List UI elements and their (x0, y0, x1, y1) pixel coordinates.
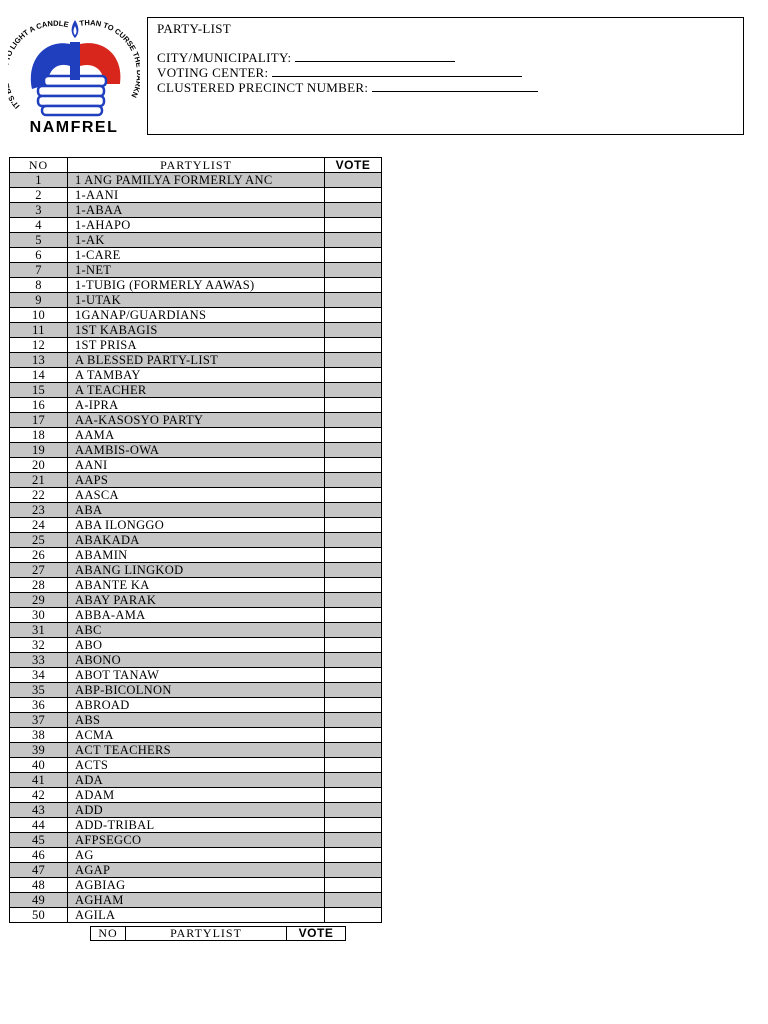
row-vote-cell[interactable] (325, 338, 382, 353)
table-row (10, 533, 382, 548)
row-number: 12 (10, 338, 68, 353)
row-vote-cell[interactable] (325, 233, 382, 248)
table-row (10, 548, 382, 563)
row-partylist-name: ACT TEACHERS (68, 743, 325, 758)
table-row (10, 188, 382, 203)
table-row (10, 473, 382, 488)
row-vote-cell[interactable] (325, 188, 382, 203)
table-header-row (10, 158, 382, 173)
row-partylist-name: ABC (68, 623, 325, 638)
row-partylist-name: 1-AHAPO (68, 218, 325, 233)
row-partylist-name: ABANTE KA (68, 578, 325, 593)
row-partylist-name: ABOT TANAW (68, 668, 325, 683)
row-number: 45 (10, 833, 68, 848)
row-number: 40 (10, 758, 68, 773)
table-row (10, 788, 382, 803)
row-number: 31 (10, 623, 68, 638)
row-vote-cell[interactable] (325, 533, 382, 548)
row-number: 4 (10, 218, 68, 233)
row-vote-cell[interactable] (325, 818, 382, 833)
row-partylist-name: ABONO (68, 653, 325, 668)
footer-header (90, 926, 346, 941)
table-row (10, 848, 382, 863)
table-row (10, 698, 382, 713)
row-partylist-name: 1-TUBIG (FORMERLY AAWAS) (68, 278, 325, 293)
row-number: 47 (10, 863, 68, 878)
row-number: 26 (10, 548, 68, 563)
row-vote-cell[interactable] (325, 323, 382, 338)
table-row (10, 323, 382, 338)
row-partylist-name: ABP-BICOLNON (68, 683, 325, 698)
row-vote-cell[interactable] (325, 173, 382, 188)
row-vote-cell[interactable] (325, 608, 382, 623)
row-number: 5 (10, 233, 68, 248)
row-vote-cell[interactable] (325, 473, 382, 488)
table-row (10, 638, 382, 653)
footer-partylist: PARTYLIST (126, 927, 287, 941)
header-vote: VOTE (325, 158, 382, 173)
table-row (10, 518, 382, 533)
header-no: NO (10, 158, 68, 173)
row-partylist-name: A-IPRA (68, 398, 325, 413)
row-number: 15 (10, 383, 68, 398)
table-row (10, 173, 382, 188)
row-number: 50 (10, 908, 68, 923)
table-row (10, 248, 382, 263)
table-row (10, 443, 382, 458)
row-partylist-name: AAMA (68, 428, 325, 443)
row-vote-cell[interactable] (325, 548, 382, 563)
row-vote-cell[interactable] (325, 788, 382, 803)
logo-org-name: NAMFREL (29, 119, 119, 136)
table-row (10, 683, 382, 698)
table-row (10, 773, 382, 788)
row-number: 43 (10, 803, 68, 818)
row-partylist-name: AGILA (68, 908, 325, 923)
row-vote-cell[interactable] (325, 698, 382, 713)
row-number: 3 (10, 203, 68, 218)
row-vote-cell[interactable] (325, 278, 382, 293)
city-line (157, 50, 743, 65)
row-partylist-name: 1-CARE (68, 248, 325, 263)
row-vote-cell[interactable] (325, 593, 382, 608)
row-partylist-name: 1-UTAK (68, 293, 325, 308)
row-vote-cell[interactable] (325, 758, 382, 773)
row-partylist-name: ABROAD (68, 698, 325, 713)
form-title: PARTY-LIST (157, 21, 231, 36)
row-partylist-name: ADA (68, 773, 325, 788)
row-number: 41 (10, 773, 68, 788)
row-vote-cell[interactable] (325, 833, 382, 848)
table-row (10, 398, 382, 413)
row-number: 28 (10, 578, 68, 593)
row-partylist-name: ABA (68, 503, 325, 518)
table-row (10, 293, 382, 308)
row-vote-cell[interactable] (325, 458, 382, 473)
row-number: 22 (10, 488, 68, 503)
row-number: 21 (10, 473, 68, 488)
header-box (147, 17, 744, 135)
row-partylist-name: A TAMBAY (68, 368, 325, 383)
row-vote-cell[interactable] (325, 878, 382, 893)
row-partylist-name: ABBA-AMA (68, 608, 325, 623)
table-row (10, 833, 382, 848)
table-row (10, 413, 382, 428)
row-number: 32 (10, 638, 68, 653)
row-partylist-name: A TEACHER (68, 383, 325, 398)
table-row (10, 908, 382, 923)
table-row (10, 728, 382, 743)
precinct-blank[interactable] (372, 80, 538, 92)
row-partylist-name: AA-KASOSYO PARTY (68, 413, 325, 428)
row-vote-cell[interactable] (325, 218, 382, 233)
row-vote-cell[interactable] (325, 383, 382, 398)
row-number: 39 (10, 743, 68, 758)
header-partylist: PARTYLIST (68, 158, 325, 173)
row-partylist-name: ACTS (68, 758, 325, 773)
row-vote-cell[interactable] (325, 368, 382, 383)
row-partylist-name: 1GANAP/GUARDIANS (68, 308, 325, 323)
row-number: 13 (10, 353, 68, 368)
row-number: 11 (10, 323, 68, 338)
table-row (10, 653, 382, 668)
row-vote-cell[interactable] (325, 428, 382, 443)
row-partylist-name: 1-AANI (68, 188, 325, 203)
row-partylist-name: 1 ANG PAMILYA FORMERLY ANC (68, 173, 325, 188)
row-number: 7 (10, 263, 68, 278)
table-row (10, 743, 382, 758)
row-vote-cell[interactable] (325, 908, 382, 923)
table-row (10, 458, 382, 473)
table-row (10, 608, 382, 623)
table-row (10, 488, 382, 503)
row-number: 14 (10, 368, 68, 383)
row-vote-cell[interactable] (325, 203, 382, 218)
row-number: 35 (10, 683, 68, 698)
table-row (10, 218, 382, 233)
table-row (10, 563, 382, 578)
row-number: 23 (10, 503, 68, 518)
city-blank[interactable] (295, 50, 455, 62)
table-row (10, 338, 382, 353)
row-partylist-name: ABANG LINGKOD (68, 563, 325, 578)
row-vote-cell[interactable] (325, 263, 382, 278)
row-number: 30 (10, 608, 68, 623)
row-number: 2 (10, 188, 68, 203)
row-partylist-name: 1-ABAA (68, 203, 325, 218)
table-row (10, 383, 382, 398)
row-vote-cell[interactable] (325, 308, 382, 323)
row-partylist-name: ABAMIN (68, 548, 325, 563)
table-row (10, 803, 382, 818)
row-number: 38 (10, 728, 68, 743)
row-number: 37 (10, 713, 68, 728)
row-vote-cell[interactable] (325, 503, 382, 518)
row-number: 18 (10, 428, 68, 443)
logo-motto-right: THAN TO CURSE T N (78, 18, 140, 100)
city-label: CITY/MUNICIPALITY: (157, 50, 292, 65)
voting-center-line (157, 65, 743, 80)
row-vote-cell[interactable] (325, 293, 382, 308)
row-number: 42 (10, 788, 68, 803)
row-number: 49 (10, 893, 68, 908)
row-number: 48 (10, 878, 68, 893)
table-row (10, 308, 382, 323)
row-number: 19 (10, 443, 68, 458)
row-partylist-name: ADAM (68, 788, 325, 803)
row-vote-cell[interactable] (325, 398, 382, 413)
row-partylist-name: ABA ILONGGO (68, 518, 325, 533)
row-vote-cell[interactable] (325, 638, 382, 653)
row-partylist-name: AFPSEGCO (68, 833, 325, 848)
row-number: 29 (10, 593, 68, 608)
row-partylist-name: AANI (68, 458, 325, 473)
row-vote-cell[interactable] (325, 728, 382, 743)
row-number: 16 (10, 398, 68, 413)
row-partylist-name: ABAY PARAK (68, 593, 325, 608)
row-partylist-name: AGAP (68, 863, 325, 878)
row-number: 33 (10, 653, 68, 668)
table-row (10, 578, 382, 593)
table-row (10, 893, 382, 908)
row-partylist-name: AAPS (68, 473, 325, 488)
row-vote-cell[interactable] (325, 413, 382, 428)
row-partylist-name: ABO (68, 638, 325, 653)
table-row (10, 713, 382, 728)
table-row (10, 878, 382, 893)
row-vote-cell[interactable] (325, 893, 382, 908)
precinct-line (157, 80, 743, 95)
row-vote-cell[interactable] (325, 743, 382, 758)
table-row (10, 623, 382, 638)
partylist-table (9, 157, 382, 923)
row-vote-cell[interactable] (325, 668, 382, 683)
row-number: 1 (10, 173, 68, 188)
table-row (10, 503, 382, 518)
row-vote-cell[interactable] (325, 683, 382, 698)
row-partylist-name: 1ST KABAGIS (68, 323, 325, 338)
row-partylist-name: AG (68, 848, 325, 863)
row-partylist-name: ADD-TRIBAL (68, 818, 325, 833)
row-number: 34 (10, 668, 68, 683)
namfrel-logo (8, 14, 140, 136)
row-vote-cell[interactable] (325, 803, 382, 818)
row-vote-cell[interactable] (325, 443, 382, 458)
row-vote-cell[interactable] (325, 863, 382, 878)
table-row (10, 368, 382, 383)
table-row (10, 668, 382, 683)
row-number: 8 (10, 278, 68, 293)
row-partylist-name: A BLESSED PARTY-LIST (68, 353, 325, 368)
row-vote-cell[interactable] (325, 623, 382, 638)
table-row (10, 233, 382, 248)
voting-center-blank[interactable] (272, 65, 522, 77)
footer-vote: VOTE (287, 927, 346, 941)
row-number: 9 (10, 293, 68, 308)
table-row (10, 203, 382, 218)
row-number: 6 (10, 248, 68, 263)
table-row (10, 263, 382, 278)
row-vote-cell[interactable] (325, 713, 382, 728)
row-number: 20 (10, 458, 68, 473)
logo-motto-left: IT' LIGHT A CANDLE (8, 18, 70, 111)
row-number: 25 (10, 533, 68, 548)
row-number: 46 (10, 848, 68, 863)
row-vote-cell[interactable] (325, 488, 382, 503)
row-vote-cell[interactable] (325, 773, 382, 788)
row-partylist-name: AGHAM (68, 893, 325, 908)
row-number: 27 (10, 563, 68, 578)
table-row (10, 818, 382, 833)
footer-no: NO (91, 927, 126, 941)
row-vote-cell[interactable] (325, 353, 382, 368)
row-partylist-name: AAMBIS-OWA (68, 443, 325, 458)
row-vote-cell[interactable] (325, 578, 382, 593)
row-partylist-name: AGBIAG (68, 878, 325, 893)
row-partylist-name: ADD (68, 803, 325, 818)
table-row (10, 353, 382, 368)
row-partylist-name: 1-AK (68, 233, 325, 248)
row-vote-cell[interactable] (325, 248, 382, 263)
row-partylist-name: 1-NET (68, 263, 325, 278)
row-number: 24 (10, 518, 68, 533)
row-partylist-name: AASCA (68, 488, 325, 503)
row-vote-cell[interactable] (325, 848, 382, 863)
table-row (10, 278, 382, 293)
row-vote-cell[interactable] (325, 518, 382, 533)
row-vote-cell[interactable] (325, 563, 382, 578)
row-partylist-name: ABAKADA (68, 533, 325, 548)
row-vote-cell[interactable] (325, 653, 382, 668)
voting-center-label: VOTING CENTER: (157, 65, 269, 80)
table-row (10, 758, 382, 773)
row-number: 10 (10, 308, 68, 323)
row-partylist-name: ABS (68, 713, 325, 728)
precinct-label: CLUSTERED PRECINCT NUMBER: (157, 80, 369, 95)
row-number: 44 (10, 818, 68, 833)
row-number: 17 (10, 413, 68, 428)
row-partylist-name: 1ST PRISA (68, 338, 325, 353)
table-row (10, 593, 382, 608)
table-row (10, 863, 382, 878)
row-number: 36 (10, 698, 68, 713)
row-partylist-name: ACMA (68, 728, 325, 743)
table-row (10, 428, 382, 443)
